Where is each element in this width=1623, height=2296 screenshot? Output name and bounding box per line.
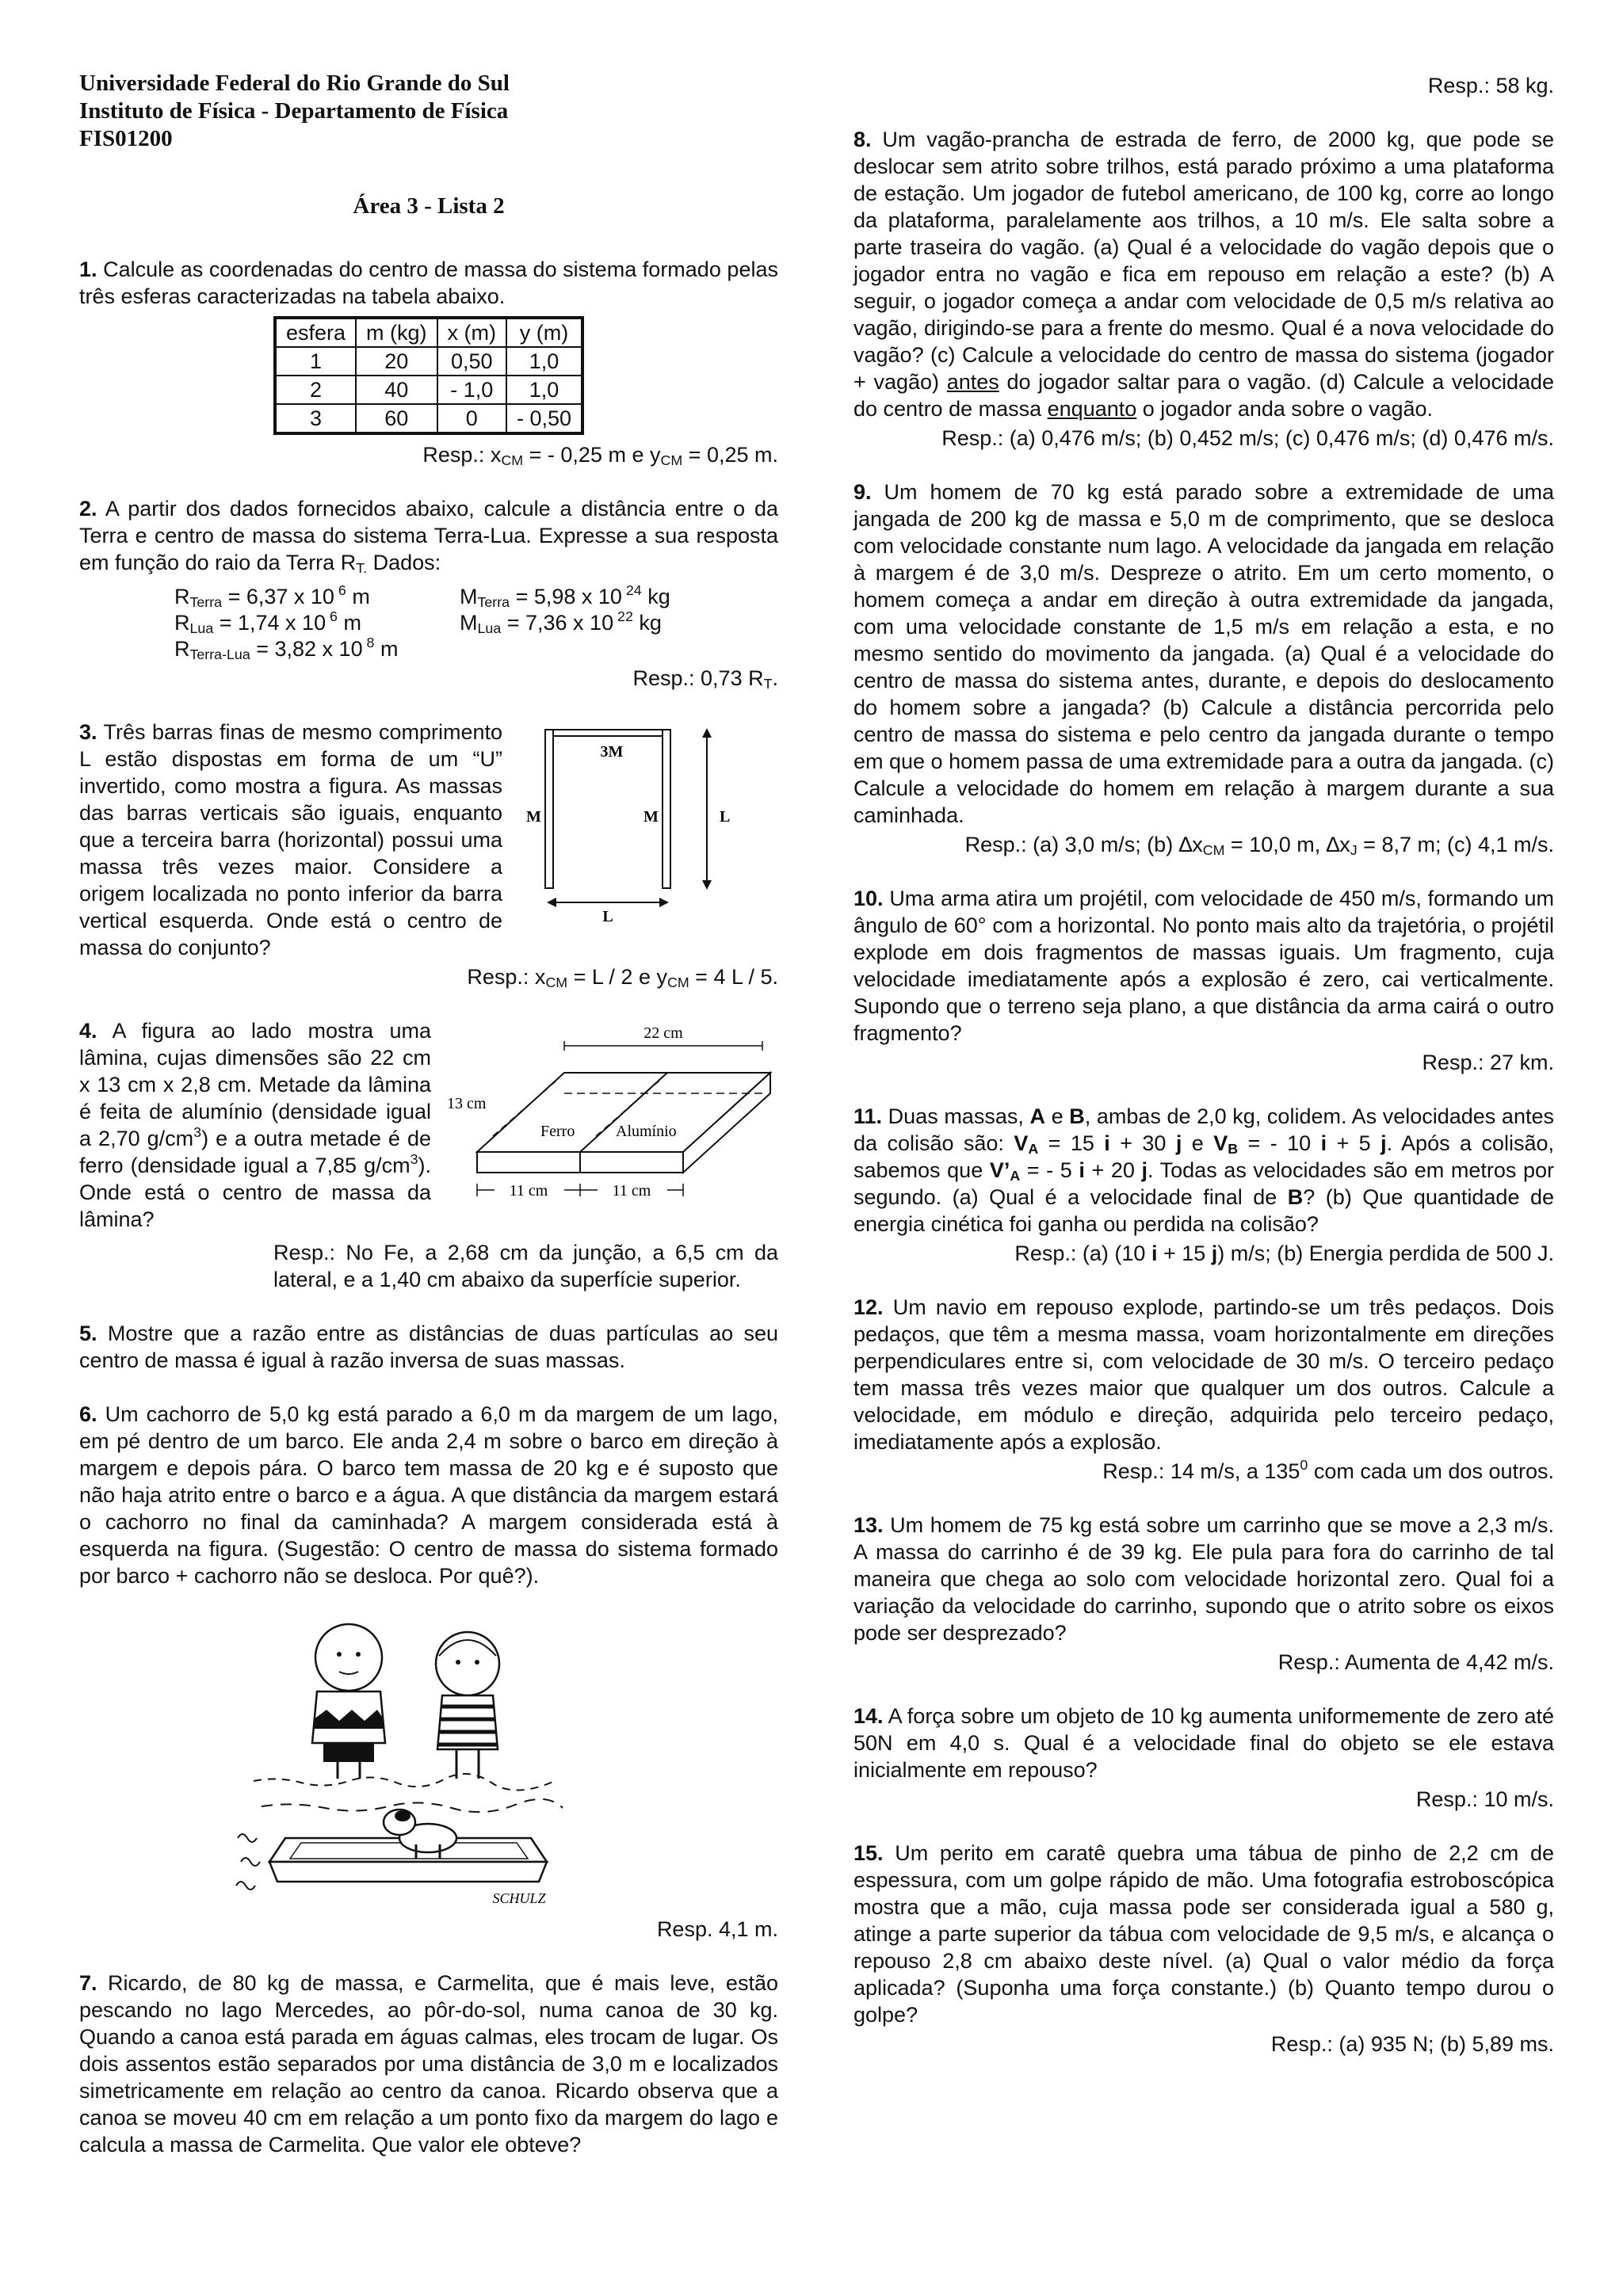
table-row: [275, 347, 582, 376]
answer-p7: Resp.: 58 kg.: [1427, 74, 1554, 97]
table-cell: - 1,0: [437, 376, 506, 404]
problem-number: 6.: [79, 1402, 97, 1426]
problem-text: Um cachorro de 5,0 kg está parado a 6,0 m da margem de um lago, em pé dentro de um barco. Ele anda 2,4 m sobre o barco em direção à margem e depois pára. O barco tem massa de 20 kg e é suposto que não haja atrito entre o barco e a água. A que distância da margem estará o cachorro no final da caminhada? A margem considerada está à esquerda na figura. (Sugestão: O centro de massa do sistema formado por barco + cachorro não se desloca. Por quê?).: [79, 1402, 778, 1588]
label-11cm: 11 cm: [509, 1182, 548, 1199]
table-cell: 0: [437, 404, 506, 433]
spheres-table: [273, 316, 584, 435]
label-ferro: Ferro: [540, 1123, 575, 1140]
problem-text: Um navio em repouso explode, partindo-se um três pedaços. Dois pedaços, que têm a mesma massa, voam horizontalmente em direções perpendiculares entre si, com velocidade de 30 m/s. O terceiro pedaço tem massa três vezes maior que qualquer um dos outros. Calcule a velocidade, em módulo e direção, adquirida pelo terceiro pedaço, imediatamente após a explosão.: [854, 1295, 1554, 1454]
data-r-lua: $R_{Lua} = 1,74$ x 10 $^6$ m: [174, 608, 361, 636]
data-m-lua: $M_{Lua} = 7,36$ x 10 $^{22}$ kg: [460, 608, 662, 636]
problem-10: [854, 885, 1554, 1076]
answer-subscript: CM: [501, 452, 524, 468]
problem-number: 5.: [79, 1322, 97, 1345]
label-11cm: 11 cm: [612, 1182, 651, 1199]
label-3m: 3M: [600, 743, 624, 761]
table-cell: 40: [356, 376, 437, 404]
problem-11: 11. Duas massas, A e B, ambas de 2,0 kg, colidem. As velocidades antes da colisão são: $V_A = 15$ i + 30 j e $V_B$ = - 10 i + 5 j. Após a colisão, sabemos que $V’_A$ = - 5 i + 20 j. Todas as velocidades são em metros por segundo. (a) Qual é a velocidade final de B? (b) Que quantidade de energia cinética foi ganha ou perdida na colisão? Resp.: (a) (10 i + 15 j) m/s; (b) Energia perdida de 500 J.: [854, 1104, 1554, 1265]
given-data: [174, 584, 778, 662]
problem-text: Um homem de 75 kg está sobre um carrinho que se move a 2,3 m/s. A massa do carrinho é de 39 kg. Ele pula para fora do carrinho de tal maneira que chega ao solo com velocidade horizontal zero. Qual foi a variação da velocidade do carrinho, supondo que o atrito sobre os eixos pode ser desprezado?: [854, 1513, 1554, 1645]
arrowhead: [702, 728, 712, 738]
table-row: [275, 404, 582, 433]
problem-text: Três barras finas de mesmo comprimento L estão dispostas em forma de um “U” invertido, como mostra a figura. As massas das barras verticais são iguais, enquanto que a terceira barra (horizontal) possui uma massa três vezes maior. Considere a origem localizada no ponto inferior da barra vertical esquerda. Onde está o centro de massa do conjunto?: [79, 720, 503, 959]
problem-number: 1.: [79, 257, 97, 281]
problem-text: Um homem de 70 kg está parado sobre a extremidade de uma jangada de 200 kg de massa e 5,0 m de comprimento, que se desloca com velocidade constante num lago. A velocidade da jangada em relação à margem é de 3,0 m/s. Despreze o atrito. Em um certo momento, o homem começa a andar em direção à outra extremidade da jangada, com uma velocidade constante de 1,5 m/s em relação a esta, e no mesmo sentido do movimento da jangada. (a) Qual é a velocidade do centro de massa do sistema antes, durante, e depois do deslocamento do homem sobre a jangada? (b) Calcule a distância percorrida pelo centro de massa do sistema e pelo centro da jangada durante o tempo em que o homem passa de uma extremidade para a outra da jangada. (c) Calcule a velocidade do homem em relação à margem durante a sua caminhada.: [854, 480, 1555, 827]
problem-7: [79, 1970, 778, 2158]
table-cell: 2: [275, 376, 356, 404]
problem-12: [854, 1294, 1554, 1485]
table-header-cell: m (kg): [356, 318, 437, 347]
problem-number: 10.: [854, 887, 884, 910]
problem-5: [79, 1320, 778, 1374]
arrowhead: [547, 898, 556, 907]
right-bar: [663, 730, 670, 888]
horizontal-bar: [548, 730, 667, 736]
problem-14: [854, 1703, 1554, 1813]
problem-text: Mostre que a razão entre as distâncias de duas partículas ao seu centro de massa é igual à razão inversa de suas massas.: [79, 1322, 778, 1372]
table-header-cell: y (m): [506, 318, 582, 347]
problem-number: 8.: [854, 128, 872, 151]
university-name: Universidade Federal do Rio Grande do Sul: [79, 71, 510, 96]
problem-13: [854, 1512, 1554, 1676]
problem-text: Ricardo, de 80 kg de massa, e Carmelita, que é mais leve, estão pescando no lago Mercedes, ao pôr-do-sol, numa canoa de 30 kg. Quando a canoa está parada em águas calmas, eles trocam de lugar. Os dois assentos estão separados por uma distância de 3,0 m e localizados simetricamente em relação ao centro da canoa. Ricardo observa que a canoa se moveu 40 cm em relação a um ponto fixo da margem do lago e calcula a massa de Carmelita. Que valor ele obteve?: [79, 1971, 778, 2157]
underlined-word: enquanto: [1047, 397, 1137, 421]
table-cell: 3: [275, 404, 356, 433]
answer: Resp.: 10 m/s.: [1415, 1787, 1554, 1811]
table-header-cell: x (m): [437, 318, 506, 347]
problem-text: A força sobre um objeto de 10 kg aumenta uniformemente de zero até 50N em 4,0 s. Qual é a velocidade final do objeto se ele estava inicialmente em repouso?: [854, 1704, 1554, 1782]
problem-number: 11.: [854, 1104, 883, 1128]
data-r-terra-lua: $R_{Terra-Lua} = 3,82$ x 10 $^8$ m: [174, 635, 399, 662]
linus-shirt: [437, 1695, 498, 1749]
table-cell: 20: [356, 347, 437, 376]
problem-text: Um perito em caratê quebra uma tábua de pinho de 2,2 cm de espessura, com um golpe rápido de mão. Uma fotografia estroboscópica mostra que a mão, cuja massa pode ser considerada igual a 580 g, atinge a parte superior da tábua com velocidade de 9,5 m/s, e alcança o repouso 2,8 cm abaixo deste nível. (a) Qual o valor médio da força aplicada? (Suponha uma força constante.) (b) Quanto tempo durou o golpe?: [854, 1841, 1554, 2027]
label-22cm: 22 cm: [643, 1024, 683, 1042]
answer: Resp.: 14 m/s, a $135^0$ com cada um dos outros.: [1102, 1457, 1554, 1483]
answer: Resp. 4,1 m.: [656, 1917, 778, 1941]
answer: Resp.: $x_{CM} = L / 2$ e $y_{CM} = 4$ L / 5.: [467, 965, 778, 990]
plate-figure: [445, 1017, 778, 1239]
table-cell: 60: [356, 404, 437, 433]
institute-name: Instituto de Física - Departamento de Física: [79, 98, 509, 124]
cartoon-figure: [230, 1608, 579, 1909]
underlined-word: antes: [946, 370, 999, 394]
answer: Resp.: 0,73 $R_T$.: [632, 666, 778, 692]
table-row: [275, 376, 582, 404]
cartoonist-signature: SCHULZ: [492, 1890, 546, 1906]
answer: Resp.: (a) 3,0 m/s; (b) $\Delta x_{CM} = 10,0$ m, $\Delta x_J = 8,7$ m; (c) 4,1 m/s.: [964, 833, 1554, 858]
answer: Resp.: (a) 935 N; (b) 5,89 ms.: [1270, 2032, 1554, 2056]
problem-text: Calcule as coordenadas do centro de massa do sistema formado pelas três esferas caracterizadas na tabela abaixo.: [79, 257, 778, 308]
data-r-terra: $R_{Terra} = 6,37$ x 10 $^6$ m: [174, 582, 370, 610]
problem-text: Dados:: [367, 551, 441, 574]
grass-line: [254, 1774, 555, 1791]
problem-1: [79, 256, 778, 468]
table-cell: - 0,50: [506, 404, 582, 433]
arrowhead: [659, 898, 669, 907]
problem-text: Uma arma atira um projétil, com velocidade de 450 m/s, formando um ângulo de 60° com a horizontal. No ponto mais alto da trajetória, o projétil explode em dois fragmentos de massas iguais. Um fragmento, cuja velocidade imediatamente após a explosão é zero, cai verticalmente. Supondo que o terreno seja plano, a que distância da arma cairá o outro fragmento?: [854, 887, 1554, 1045]
text-subscript: T.: [356, 560, 368, 576]
page-title: Área 3 - Lista 2: [353, 193, 505, 219]
problem-text: A figura ao lado mostra uma lâmina, cujas dimensões são 22 cm x 13 cm x 2,8 cm. Metade da lâmina é feita de alumínio (densidade igual a 2,70 g/cm: [79, 1019, 432, 1150]
problem-15: [854, 1840, 1554, 2058]
label-m-right: M: [643, 808, 659, 826]
label-l-side: L: [720, 808, 731, 826]
answer: Resp.: 27 km.: [1422, 1051, 1554, 1074]
problem-3: [79, 719, 778, 990]
problem-number: 4.: [79, 1019, 97, 1043]
table-cell: 1,0: [506, 376, 582, 404]
table-cell: 1: [275, 347, 356, 376]
problem-number: 13.: [854, 1513, 884, 1537]
table-cell: 0,50: [437, 347, 506, 376]
inverted-u-bars-figure: [517, 719, 778, 925]
linus-head: [436, 1632, 499, 1695]
answer-text: = - 0,25 m e y: [523, 443, 661, 467]
problem-text: Um vagão-prancha de estrada de ferro, de 2000 kg, que pode se deslocar sem atrito sobre trilhos, está parado próximo a uma plataforma de estação. Um jogador de futebol americano, de 100 kg, corre ao longo da plataforma, paralelamente aos trilhos, a 10 m/s. Ele salta sobre a parte traseira do vagão. (a) Qual é a velocidade do vagão depois que o jogador entra no vagão e fica em repouso em relação a este? (b) A seguir, o jogador começa a andar com velocidade de 0,5 m/s relativa ao vagão, dirigindo-se para a frente do mesmo. Qual é a nova velocidade do vagão? (c) Calcule a velocidade do centro de massa do sistema (jogador + vagão): [854, 128, 1554, 394]
problem-number: 7.: [79, 1971, 97, 1995]
problem-number: 2.: [79, 497, 97, 521]
label-aluminio: Alumínio: [616, 1123, 677, 1140]
problem-9: [854, 479, 1554, 858]
answer: Resp.: (a) 0,476 m/s; (b) 0,452 m/s; (c) 0,476 m/s; (d) 0,476 m/s.: [941, 426, 1554, 450]
problem-number: 14.: [854, 1704, 884, 1728]
course-code: FIS01200: [79, 126, 173, 151]
answer: Resp.: (a) (10 i + 15 j) m/s; (b) Energia perdida de 500 J.: [1014, 1241, 1554, 1265]
left-column: [79, 70, 778, 2158]
problem-text: A partir dos dados fornecidos abaixo, calcule a distância entre o da Terra e centro de massa do sistema Terra-Lua. Expresse a sua resposta em função do raio da Terra R: [79, 497, 778, 574]
problem-6: [79, 1401, 778, 1943]
problem-number: 9.: [854, 480, 872, 504]
label-13cm: 13 cm: [447, 1095, 487, 1112]
label-m-left: M: [526, 808, 541, 826]
answer-text: Resp.: x: [422, 443, 502, 467]
label-l-bottom: L: [602, 908, 613, 925]
table-header-cell: esfera: [275, 318, 356, 347]
right-column: [854, 70, 1554, 2058]
answer: [79, 441, 778, 468]
answer-subscript: CM: [660, 452, 683, 468]
problem-2: [79, 495, 778, 692]
header-block: [79, 70, 778, 153]
problem-number: 15.: [854, 1841, 884, 1865]
table-cell: 1,0: [506, 347, 582, 376]
answer: Resp.: No Fe, a 2,68 cm da junção, a 6,5 cm da lateral, e a 1,40 cm abaixo da superfície superior.: [273, 1241, 778, 1291]
data-m-terra: $M_{Terra} = 5,98$ x 10 $^{24}$ kg: [460, 582, 670, 610]
answer-text: = 0,25 m.: [682, 443, 778, 467]
problem-8: 8. Um vagão-prancha de estrada de ferro, de 2000 kg, que pode se deslocar sem atrito sobre trilhos, está parado próximo a uma plataforma de estação. Um jogador de futebol americano, de 100 kg, corre ao longo da plataforma, paralelamente aos trilhos, a 10 m/s. Ele salta sobre a parte traseira do vagão. (a) Qual é a velocidade do vagão depois que o jogador entra no vagão e fica em repouso em relação a este? (b) A seguir, o jogador começa a andar com velocidade de 0,5 m/s relativa ao vagão, dirigindo-se para a frente do mesmo. Qual é a nova velocidade do vagão? (c) Calcule a velocidade do centro de massa do sistema (jogador + vagão) antes do jogador saltar para o vagão. (d) Calcule a velocidade do centro de massa enquanto o jogador anda sobre o vagão. Resp.: (a) 0,476 m/s; (b) 0,452 m/s; (c) 0,476 m/s; (d) 0,476 m/s.: [854, 128, 1555, 450]
charlie-shorts: [323, 1743, 374, 1762]
left-bar: [545, 730, 553, 888]
problem-4: 22 cm 13 cm Ferro Alumínio 11 cm 11 cm 4. A figura ao lado mostra uma lâmina, cujas dimensões são 22 cm x 13 cm x 2,8 cm. Metade da lâmina é feita de alumínio (densidade igual a 2,70 $g/cm^3$) e a outra metade é de ferro (densidade igual a 7,85 $g/cm^3$). Onde está o centro de massa da lâmina? Resp.: No Fe, a 2,68 cm da junção, a 6,5 cm da lateral, e a 1,40 cm abaixo da superfície superior.: [79, 1019, 778, 1291]
answer: Resp.: Aumenta de 4,42 m/s.: [1277, 1650, 1554, 1674]
table-header-row: [275, 318, 582, 347]
problem-number: 3.: [79, 720, 97, 744]
arrowhead: [702, 880, 712, 890]
problem-number: 12.: [854, 1295, 884, 1319]
charlie-head: [315, 1624, 382, 1691]
